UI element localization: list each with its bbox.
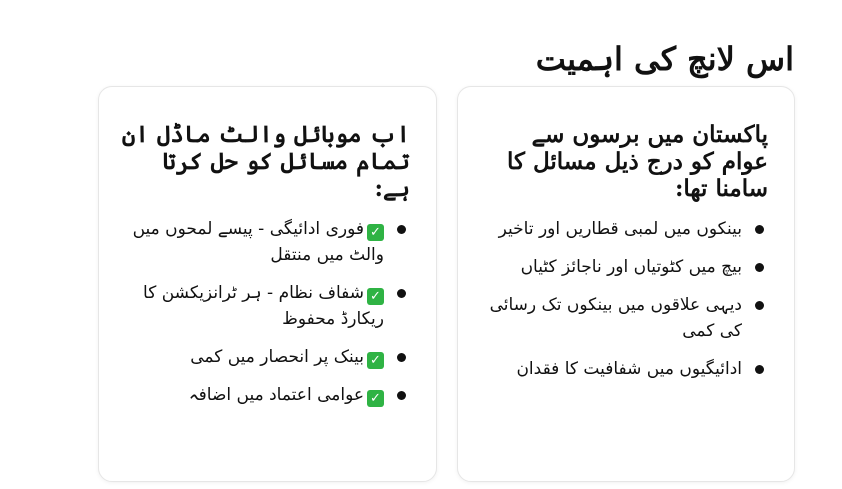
bullet-icon <box>755 301 764 310</box>
check-mark-icon: ✓ <box>367 352 384 369</box>
list-item <box>121 216 410 268</box>
solutions-card <box>98 86 437 482</box>
solutions-heading: اب موبائل والٹ ماڈل ان تمام مسائل کو حل کرتا ہے: <box>121 121 410 202</box>
problem-text: دیہی علاقوں میں بینکوں تک رسائی کی کمی <box>489 295 742 341</box>
list-item <box>121 344 410 370</box>
list-item <box>121 382 410 408</box>
solutions-list <box>121 216 410 408</box>
problem-text: ادائیگیوں میں شفافیت کا فقدان <box>516 359 742 379</box>
solution-text: عوامی اعتماد میں اضافہ <box>188 385 364 405</box>
check-mark-icon: ✓ <box>367 288 384 305</box>
solution-text: شفاف نظام - ہر ٹرانزیکشن کا ریکارڈ محفوظ <box>143 283 384 329</box>
bullet-icon <box>397 225 406 234</box>
list-item <box>480 254 768 280</box>
check-mark-icon: ✓ <box>367 224 384 241</box>
page-title: اس لانچ کی اہمیت <box>535 40 794 78</box>
problem-text: بیچ میں کٹوتیاں اور ناجائز کٹیاں <box>520 257 742 277</box>
bullet-icon <box>755 225 764 234</box>
solution-text: بینک پر انحصار میں کمی <box>190 347 364 367</box>
problems-list <box>480 216 768 382</box>
bullet-icon <box>755 365 764 374</box>
problems-card <box>457 86 795 482</box>
bullet-icon <box>397 289 406 298</box>
bullet-icon <box>397 353 406 362</box>
problem-text: بینکوں میں لمبی قطاریں اور تاخیر <box>498 219 742 239</box>
bullet-icon <box>755 263 764 272</box>
list-item <box>480 292 768 344</box>
check-mark-icon: ✓ <box>367 390 384 407</box>
problems-heading: پاکستان میں برسوں سے عوام کو درج ذیل مسائل کا سامنا تھا: <box>507 121 768 202</box>
list-item <box>121 280 410 332</box>
list-item <box>480 216 768 242</box>
list-item <box>480 356 768 382</box>
solution-text: فوری ادائیگی - پیسے لمحوں میں والٹ میں منتقل <box>132 219 384 265</box>
bullet-icon <box>397 391 406 400</box>
